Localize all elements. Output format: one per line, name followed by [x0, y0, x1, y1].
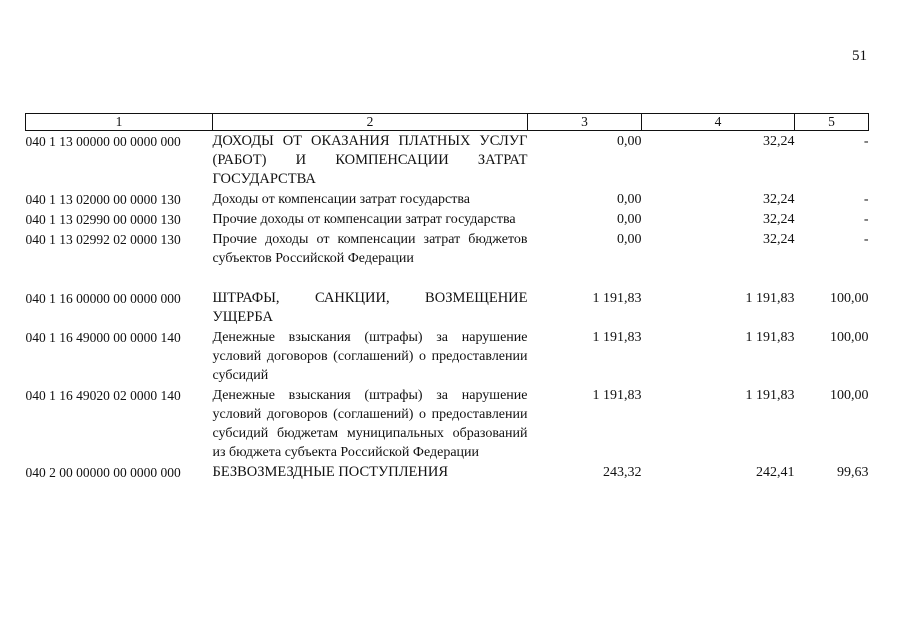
- budget-code: 040 1 13 02000 00 0000 130: [25, 192, 181, 207]
- table-row: [26, 462, 869, 482]
- value-col-4: 32,24: [763, 192, 795, 207]
- value-col-5: 99,63: [837, 465, 869, 480]
- table-row: [26, 229, 869, 268]
- table-row: [26, 209, 869, 229]
- page-number: 51: [852, 48, 867, 64]
- column-header-4: 4: [642, 114, 795, 131]
- budget-code: 040 2 00 00000 00 0000 000: [25, 465, 181, 480]
- table-row: [26, 189, 869, 209]
- value-col-3: 0,00: [617, 192, 642, 207]
- column-numbers-row: [26, 114, 869, 131]
- budget-table: [25, 113, 869, 482]
- income-name: БЕЗВОЗМЕЗДНЫЕ ПОСТУПЛЕНИЯ: [212, 464, 449, 480]
- table-row: [26, 268, 869, 327]
- income-name: ШТРАФЫ, САНКЦИИ, ВОЗМЕЩЕНИЕ УЩЕРБА: [212, 290, 528, 325]
- income-name: Денежные взыскания (штрафы) за нарушение условий договоров (соглашений) о предоставлении субсидий бюджетам муниципальных образований из бюджета субъекта Российской Федерации: [212, 388, 528, 460]
- value-col-5: 100,00: [830, 388, 869, 403]
- value-col-3: 0,00: [617, 212, 642, 227]
- value-col-4: 32,24: [763, 232, 795, 247]
- column-header-2: 2: [213, 114, 528, 131]
- value-col-5: 100,00: [830, 291, 869, 306]
- income-name: ДОХОДЫ ОТ ОКАЗАНИЯ ПЛАТНЫХ УСЛУГ (РАБОТ) И КОМПЕНСАЦИИ ЗАТРАТ ГОСУДАРСТВА: [212, 133, 528, 187]
- table-row: [26, 385, 869, 462]
- income-name: Доходы от компенсации затрат государства: [212, 192, 471, 207]
- budget-code: 040 1 13 02990 00 0000 130: [25, 212, 181, 227]
- income-name: Прочие доходы от компенсации затрат бюджетов субъектов Российской Федерации: [212, 232, 528, 266]
- value-col-4: 32,24: [763, 212, 795, 227]
- budget-code: 040 1 16 49000 00 0000 140: [25, 330, 181, 345]
- value-col-3: 1 191,83: [592, 291, 642, 306]
- budget-code: 040 1 13 02992 02 0000 130: [25, 232, 181, 247]
- income-name: Прочие доходы от компенсации затрат государства: [212, 212, 516, 227]
- value-col-4: 1 191,83: [745, 291, 795, 306]
- budget-code: 040 1 16 00000 00 0000 000: [25, 291, 181, 306]
- table-row: [26, 131, 869, 190]
- column-header-1: 1: [26, 114, 213, 131]
- value-col-4: 1 191,83: [745, 330, 795, 345]
- value-col-4: 242,41: [756, 465, 795, 480]
- value-col-3: 1 191,83: [592, 330, 642, 345]
- value-col-4: 1 191,83: [745, 388, 795, 403]
- value-col-3: 0,00: [617, 232, 642, 247]
- income-name: Денежные взыскания (штрафы) за нарушение условий договоров (соглашений) о предоставлении субсидий: [212, 330, 528, 383]
- value-col-4: 32,24: [763, 134, 795, 149]
- budget-code: 040 1 16 49020 02 0000 140: [25, 388, 181, 403]
- value-col-5: -: [863, 212, 869, 227]
- budget-code: 040 1 13 00000 00 0000 000: [25, 134, 181, 149]
- value-col-5: -: [863, 192, 869, 207]
- value-col-5: -: [863, 232, 869, 247]
- value-col-3: 243,32: [603, 465, 642, 480]
- value-col-5: -: [863, 134, 869, 149]
- value-col-3: 0,00: [617, 134, 642, 149]
- value-col-3: 1 191,83: [592, 388, 642, 403]
- column-header-5: 5: [795, 114, 869, 131]
- value-col-5: 100,00: [830, 330, 869, 345]
- table-row: [26, 327, 869, 385]
- column-header-3: 3: [528, 114, 642, 131]
